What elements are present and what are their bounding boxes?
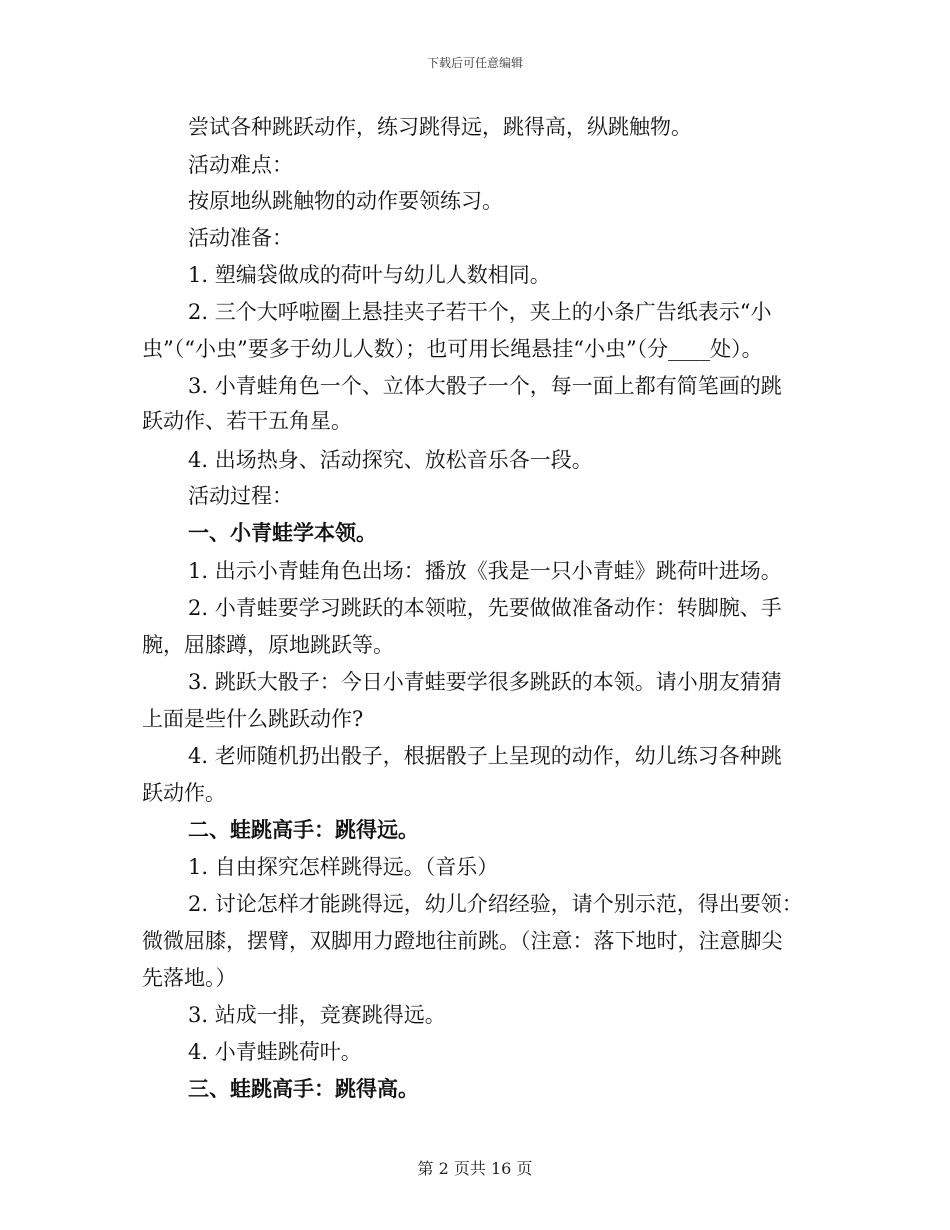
text-line: 活动准备： <box>188 226 293 250</box>
text-line: 先落地。） <box>142 966 237 990</box>
text-line: 上面是些什么跳跃动作? <box>142 707 364 731</box>
text-line: 1. 塑编袋做成的荷叶与幼儿人数相同。 <box>188 263 551 287</box>
text-line: 虫”（“小虫”要多于幼儿人数）；也可用长绳悬挂“小虫”（分____处）。 <box>142 337 763 361</box>
section-heading: 三、蛙跳高手：跳得高。 <box>188 1076 419 1101</box>
text-line: 4. 老师随机扔出骰子，根据骰子上呈现的动作，幼儿练习各种跳 <box>188 744 782 768</box>
section-heading: 二、蛙跳高手：跳得远。 <box>188 817 419 842</box>
text-line: 1. 自由探究怎样跳得远。（音乐） <box>188 855 499 879</box>
text-line: 2. 小青蛙要学习跳跃的本领啦，先要做做准备动作：转脚腕、手 <box>188 596 782 620</box>
text-line: 腕，屈膝蹲，原地跳跃等。 <box>142 633 394 657</box>
text-line: 按原地纵跳触物的动作要领练习。 <box>188 189 503 213</box>
text-line: 3. 小青蛙角色一个、立体大骰子一个，每一面上都有简笔画的跳 <box>188 374 782 398</box>
text-line: 微微屈膝，摆臂，双脚用力蹬地往前跳。（注意：落下地时，注意脚尖 <box>142 929 783 953</box>
page-footer: 第 2 页共 16 页 <box>417 1159 533 1178</box>
text-line: 1. 出示小青蛙角色出场：播放《我是一只小青蛙》跳荷叶进场。 <box>188 559 782 583</box>
text-line: 2. 三个大呼啦圈上悬挂夹子若干个，夹上的小条广告纸表示“小 <box>188 300 772 324</box>
text-line: 2. 讨论怎样才能跳得远，幼儿介绍经验，请个别示范，得出要领： <box>188 892 803 916</box>
text-line: 跃动作。 <box>142 781 226 805</box>
text-line: 4. 出场热身、活动探究、放松音乐各一段。 <box>188 448 593 472</box>
text-line: 活动过程： <box>188 484 293 508</box>
text-line: 3. 站成一排，竞赛跳得远。 <box>188 1003 446 1027</box>
page-header: 下载后可任意编辑 <box>426 56 523 70</box>
text-line: 4. 小青蛙跳荷叶。 <box>188 1040 362 1064</box>
text-line: 尝试各种跳跃动作，练习跳得远，跳得高，纵跳触物。 <box>188 115 692 139</box>
text-line: 3. 跳跃大骰子：今日小青蛙要学很多跳跃的本领。请小朋友猜猜 <box>188 670 782 694</box>
section-heading: 一、小青蛙学本领。 <box>188 520 377 545</box>
text-line: 活动难点： <box>188 153 293 177</box>
text-line: 跃动作、若干五角星。 <box>142 409 352 433</box>
